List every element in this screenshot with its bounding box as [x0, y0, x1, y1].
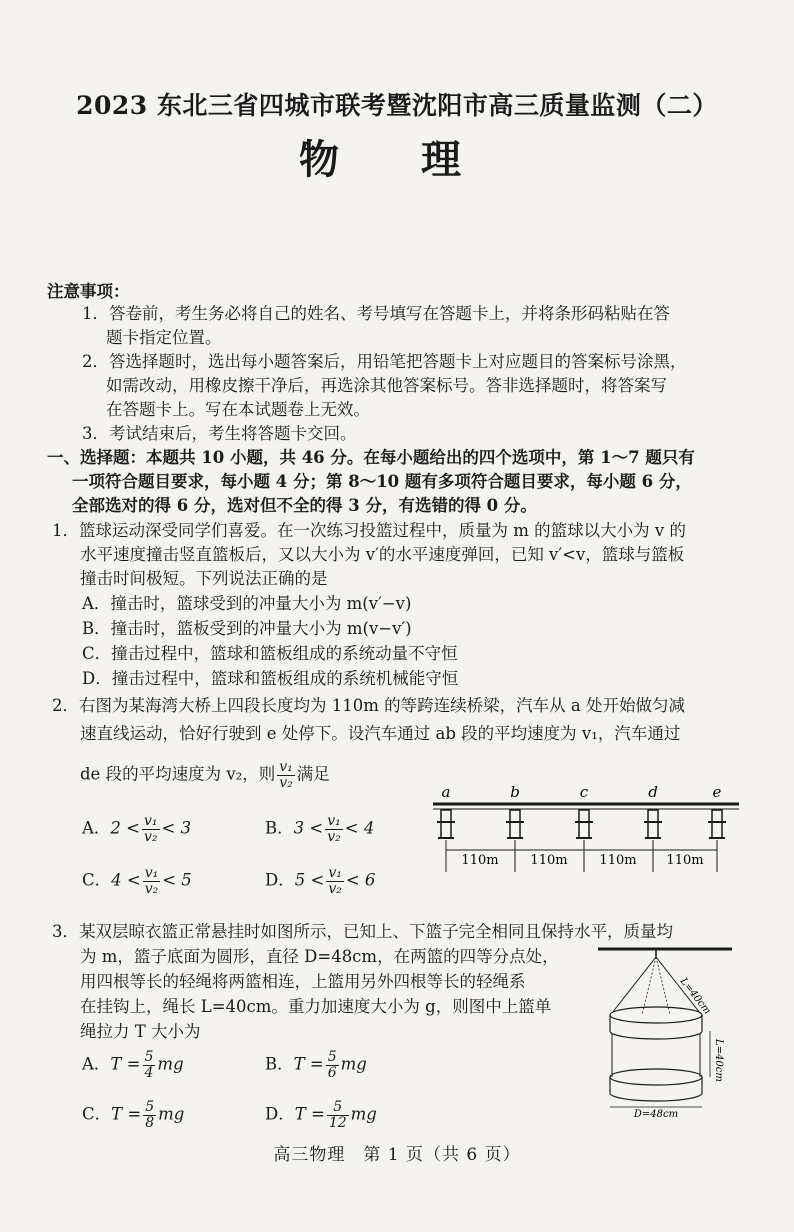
notice-line-3: 2．答选择题时，选出每小题答案后，用铅笔把答题卡上对应题目的答案标号涂黑，: [82, 352, 687, 371]
notice-line-2: 题卡指定位置。: [106, 328, 222, 347]
upper-basket-bottom: [610, 1031, 702, 1039]
q2-line-2: 速直线运动，恰好行驶到 e 处停下。设汽车通过 ab 段的平均速度为 v₁，汽车通过: [80, 724, 681, 743]
q3-option-b: [265, 1050, 367, 1080]
q2-option-a-frac: [142, 814, 160, 844]
q1-option-d: D．撞击过程中，篮球和篮板组成的系统机械能守恒: [82, 669, 459, 688]
q2-option-c-frac: [143, 866, 161, 896]
q3-option-b-post: mg: [340, 1054, 367, 1074]
q1-option-a: A．撞击时，篮球受到的冲量大小为 m(v′−v): [82, 594, 412, 613]
q3-option-d-label: D．: [265, 1104, 295, 1124]
q2-option-c-num: v₁: [144, 865, 159, 881]
q2-option-d: [265, 866, 375, 896]
q3-option-a-post: mg: [157, 1054, 184, 1074]
bridge-pier-e: [708, 810, 726, 838]
q3-option-c-label: C．: [82, 1104, 112, 1124]
basket-diagram: [590, 935, 740, 1120]
exam-title: 2023 东北三省四城市联考暨沈阳市高三质量监测（二）: [76, 91, 718, 120]
q2-line-3: [80, 760, 330, 790]
notice-line-4: 如需改动，用橡皮擦干净后，再选涂其他答案标号。答非选择题时，将答案写: [106, 376, 667, 395]
bridge-span-2: 110m: [530, 853, 568, 868]
diameter-label: D=48cm: [633, 1109, 679, 1120]
notice-line-1: 1．答卷前，考生务必将自己的姓名、考号填写在答题卡上，并将条形码粘贴在答: [82, 304, 670, 323]
q3-option-a-pre: T =: [110, 1054, 141, 1074]
q2-option-c-den: v₂: [144, 880, 159, 897]
section1-line-3: 全部选对的得 6 分，选对但不全的得 3 分，有选错的得 0 分。: [72, 496, 537, 515]
q3-option-b-label: B．: [265, 1054, 294, 1074]
bridge-point-d: d: [648, 783, 658, 801]
upper-basket-top: [610, 1007, 702, 1023]
q3-option-b-pre: T =: [293, 1054, 324, 1074]
q3-option-c-den: 8: [145, 1114, 155, 1131]
q2-ratio-den: v₂: [279, 774, 293, 791]
q2-option-b-frac: [325, 814, 343, 844]
q3-option-a-num: 5: [144, 1049, 154, 1065]
q2-option-c-label: C．: [82, 870, 112, 890]
q2-option-d-num: v₁: [328, 865, 342, 881]
bridge-point-a: a: [441, 783, 451, 801]
q2-option-a-den: v₂: [144, 828, 158, 845]
bridge-span-1: 110m: [461, 853, 499, 868]
q3-line-1: 3．某双层晾衣篮正常悬挂时如图所示，已知上、下篮子完全相同且保持水平，质量均: [52, 922, 673, 941]
q2-line-1: 2．右图为某海湾大桥上四段长度均为 110m 的等跨连续桥梁，汽车从 a 处开始做匀减: [52, 696, 685, 715]
q3-option-c-pre: T =: [111, 1104, 142, 1124]
bridge-span-3: 110m: [599, 853, 637, 868]
q3-option-b-num: 5: [327, 1049, 337, 1065]
q2-option-d-frac: [326, 866, 344, 896]
section1-line-2: 一项符合题目要求，每小题 4 分；第 8～10 题有多项符合题目要求，每小题 6 分，: [72, 472, 692, 491]
q2-option-c-left: 4 <: [111, 870, 141, 890]
rope-length-label: L=40cm: [677, 976, 713, 1017]
q3-line-5: 绳拉力 T 大小为: [80, 1022, 201, 1041]
section1-line-1: 一、选择题：本题共 10 小题，共 46 分。在每小题给出的四个选项中，第 1～7 题只有: [47, 448, 695, 467]
lower-basket-top: [610, 1069, 702, 1085]
side-length-label: L=40cm: [713, 1039, 724, 1082]
q2-line-3-pre: de 段的平均速度为 v₂，则: [80, 764, 276, 784]
q2-option-d-right: < 6: [345, 870, 376, 890]
bridge-pier-a: [437, 810, 455, 838]
q3-line-4: 在挂钩上，绳长 L=40cm。重力加速度大小为 g，则图中上篮单: [80, 997, 552, 1016]
q2-option-b: [265, 814, 374, 844]
q3-option-c-num: 5: [145, 1099, 155, 1115]
page-footer: 高三物理 第 1 页（共 6 页）: [273, 1145, 521, 1165]
q1-option-b: B．撞击时，篮板受到的冲量大小为 m(v−v′): [82, 619, 412, 638]
q3-option-c-post: mg: [158, 1104, 185, 1124]
q2-option-b-den: v₂: [327, 828, 341, 845]
q2-option-b-label: B．: [265, 818, 294, 838]
q3-option-d-pre: T =: [294, 1104, 325, 1124]
q3-option-c-frac: [143, 1100, 156, 1130]
q3-option-d-post: mg: [350, 1104, 377, 1124]
q2-option-a: [82, 814, 191, 844]
q1-line-1: 1．篮球运动深受同学们喜爱。在一次练习投篮过程中，质量为 m 的篮球以大小为 v 的: [52, 521, 686, 540]
subject-title: 物 理: [299, 136, 495, 183]
q3-option-d: [265, 1100, 377, 1130]
q2-ratio-fraction: [277, 760, 295, 790]
q2-option-a-left: 2 <: [110, 818, 140, 838]
q2-option-b-right: < 4: [344, 818, 375, 838]
q2-option-d-label: D．: [265, 870, 295, 890]
q1-option-c: C．撞击过程中，篮球和篮板组成的系统动量不守恒: [82, 644, 458, 663]
bridge-point-b: b: [510, 783, 520, 801]
q3-option-b-frac: [326, 1050, 339, 1080]
q3-option-d-frac: [327, 1100, 349, 1130]
q1-line-3: 撞击时间极短。下列说法正确的是: [80, 569, 328, 588]
q2-option-c-right: < 5: [162, 870, 192, 890]
bridge-pier-b: [506, 810, 524, 838]
q3-line-3: 用四根等长的轻绳将两篮相连，上篮用另外四根等长的轻绳系: [80, 972, 526, 991]
q3-option-b-den: 6: [327, 1064, 337, 1081]
bridge-span-4: 110m: [666, 853, 704, 868]
bridge-diagram: [425, 782, 745, 882]
lower-basket-bottom: [610, 1093, 702, 1101]
q1-line-2: 水平速度撞击竖直篮板后，又以大小为 v′的水平速度弹回，已知 v′<v，篮球与篮板: [80, 545, 685, 564]
q3-option-a-label: A．: [82, 1054, 111, 1074]
q3-option-a-den: 4: [144, 1064, 154, 1081]
q3-option-c: [82, 1100, 184, 1130]
bridge-point-c: c: [579, 783, 589, 801]
q2-line-3-post: 满足: [296, 764, 330, 784]
q2-option-a-num: v₁: [144, 813, 158, 829]
bridge-pier-c: [575, 810, 593, 838]
q2-ratio-num: v₁: [279, 759, 293, 775]
notice-heading: 注意事项：: [47, 282, 130, 301]
q2-option-b-left: 3 <: [293, 818, 324, 838]
q2-option-d-den: v₂: [328, 880, 342, 897]
q2-option-b-num: v₁: [327, 813, 341, 829]
q2-option-a-right: < 3: [161, 818, 192, 838]
notice-line-6: 3．考试结束后，考生将答题卡交回。: [82, 424, 357, 443]
q3-option-a: [82, 1050, 184, 1080]
q3-option-d-den: 12: [328, 1114, 347, 1131]
q2-option-d-left: 5 <: [294, 870, 325, 890]
q2-option-a-label: A．: [82, 818, 111, 838]
q3-option-d-num: 5: [327, 1100, 349, 1116]
q3-option-a-frac: [143, 1050, 156, 1080]
bridge-point-e: e: [712, 783, 722, 801]
notice-line-5: 在答题卡上。写在本试题卷上无效。: [106, 400, 370, 419]
q3-line-2: 为 m，篮子底面为圆形，直径 D=48cm，在两篮的四等分点处，: [80, 947, 559, 966]
bridge-pier-d: [644, 810, 662, 838]
q2-option-c: [82, 866, 192, 896]
